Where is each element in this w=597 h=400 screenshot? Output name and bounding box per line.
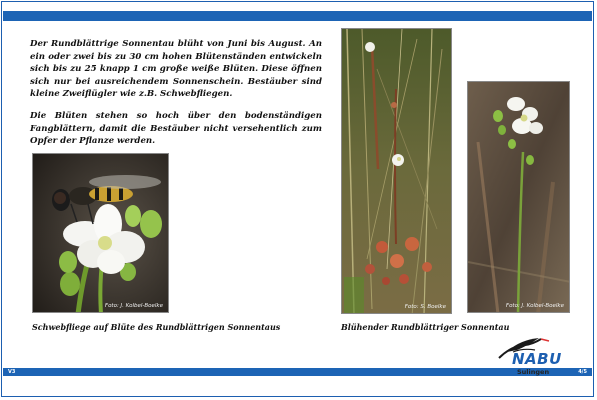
top-bar: [3, 11, 592, 21]
photo-caption: Blühender Rundblättriger Sonnentau: [341, 322, 510, 332]
logo-name: NABU: [512, 350, 562, 368]
intro-paragraph: Der Rundblättrige Sonnentau blüht von Juni bis August. An ein oder zwei bis zu 30 cm hohen Blütenständen entwickeln sich bis zu 25 knapp 1 cm große weiße Blüten. Diese öffnen sich nur bei ausreichendem Sonnenschein. Bestäuber sind kleine Zweiflügler wie z.B. Schwebfliegen.: [30, 39, 322, 99]
hoverfly-photo: [32, 153, 169, 313]
page-number: 4/5: [578, 369, 587, 375]
sundew-plant-photo: [341, 28, 452, 314]
photo-caption: Schwebfliege auf Blüte des Rundblättrigen Sonnentaus: [32, 322, 281, 332]
photo-credit: Foto: J. Kolbel-Boelke: [104, 303, 163, 309]
nabu-logo: [493, 336, 562, 388]
photo-credit: Foto: J. Kolbel-Boelke: [505, 303, 564, 309]
pollinator-paragraph: Die Blüten stehen so hoch über den bodenständigen Fangblättern, damit die Bestäuber nicht versehentlich zum Opfer der Pflanze werden.: [30, 111, 322, 146]
sundew-flower-photo: [467, 81, 570, 313]
photo-credit: Foto: S. Boelke: [404, 304, 446, 310]
logo-location: Sulingen: [517, 368, 550, 376]
nav-left-label[interactable]: V3: [8, 369, 16, 375]
